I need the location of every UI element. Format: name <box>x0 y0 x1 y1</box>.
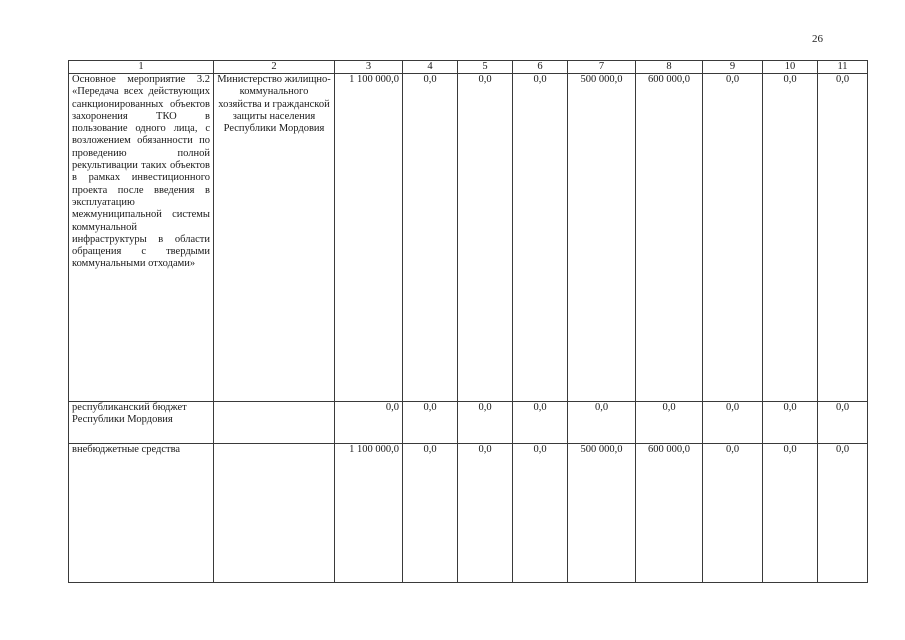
budget-row <box>69 402 868 444</box>
value-cell: 1 100 000,0 <box>335 74 403 402</box>
column-header: 9 <box>703 61 763 74</box>
value-cell: 500 000,0 <box>568 74 636 402</box>
budget-table <box>68 60 868 583</box>
value-cell: 0,0 <box>763 444 818 583</box>
value-cell: 0,0 <box>458 74 513 402</box>
value-cell: 500 000,0 <box>568 444 636 583</box>
page-number: 26 <box>812 33 823 45</box>
value-cell: 1 100 000,0 <box>335 444 403 583</box>
value-cell: 0,0 <box>763 74 818 402</box>
value-cell: 0,0 <box>335 402 403 444</box>
column-header: 2 <box>214 61 335 74</box>
value-cell: 0,0 <box>513 444 568 583</box>
offbudget-row <box>69 444 868 583</box>
value-cell: 0,0 <box>818 444 868 583</box>
value-cell: 0,0 <box>636 402 703 444</box>
column-header: 3 <box>335 61 403 74</box>
value-cell: 0,0 <box>818 402 868 444</box>
column-header: 1 <box>69 61 214 74</box>
empty-cell <box>214 444 335 583</box>
activity-description: Основное мероприятие 3.2 «Передача всех действующих санкционированных объектов захоронения ТКО в пользование одного лица, с возложением обязанности по проведению полной рекультивации таких объектов в рамках инвестиционного проекта после введения в эксплуатацию межмуниципальной системы коммунальной инфраструктуры в области обращения с твердыми коммунальными отходами» <box>69 74 214 402</box>
column-header: 8 <box>636 61 703 74</box>
activity-row <box>69 74 868 402</box>
empty-cell <box>214 402 335 444</box>
value-cell: 0,0 <box>763 402 818 444</box>
column-header: 10 <box>763 61 818 74</box>
value-cell: 0,0 <box>513 74 568 402</box>
value-cell: 0,0 <box>458 444 513 583</box>
value-cell: 0,0 <box>703 74 763 402</box>
value-cell: 600 000,0 <box>636 74 703 402</box>
funding-source-label: внебюджетные средства <box>69 444 214 583</box>
value-cell: 0,0 <box>703 444 763 583</box>
value-cell: 0,0 <box>818 74 868 402</box>
value-cell: 0,0 <box>703 402 763 444</box>
responsible-executor: Министерство жилищно-коммунального хозяйства и гражданской защиты населения Республики Мордовия <box>214 74 335 402</box>
value-cell: 0,0 <box>568 402 636 444</box>
header-row <box>69 61 868 74</box>
column-header: 11 <box>818 61 868 74</box>
value-cell: 0,0 <box>403 444 458 583</box>
value-cell: 0,0 <box>513 402 568 444</box>
column-header: 5 <box>458 61 513 74</box>
value-cell: 600 000,0 <box>636 444 703 583</box>
value-cell: 0,0 <box>403 402 458 444</box>
value-cell: 0,0 <box>458 402 513 444</box>
funding-source-label: республиканский бюджет Республики Мордовия <box>69 402 214 444</box>
value-cell: 0,0 <box>403 74 458 402</box>
column-header: 6 <box>513 61 568 74</box>
column-header: 7 <box>568 61 636 74</box>
column-header: 4 <box>403 61 458 74</box>
